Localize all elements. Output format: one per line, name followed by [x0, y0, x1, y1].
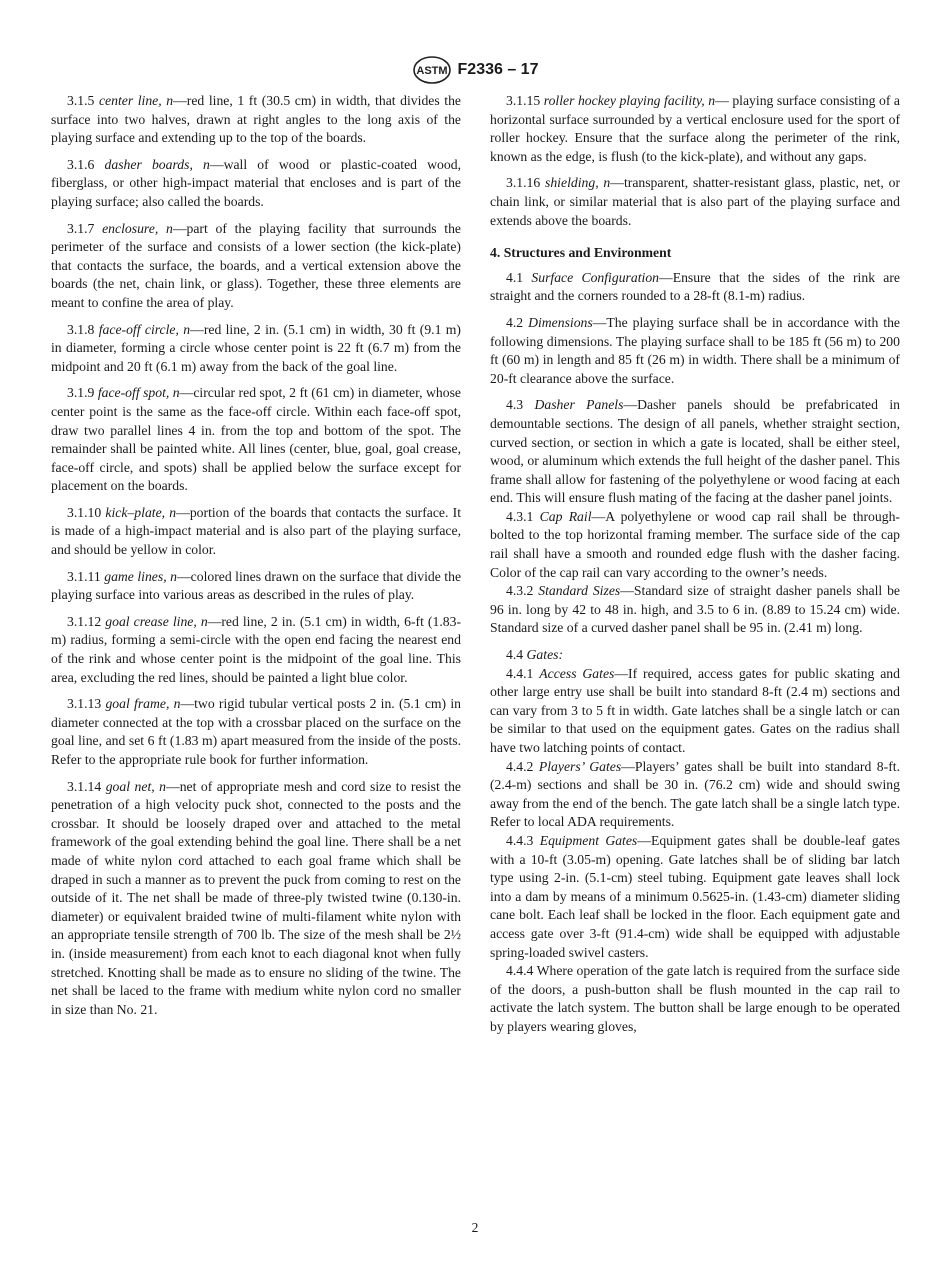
paragraph — [51, 321, 461, 377]
section-number: 4.3 — [506, 397, 524, 413]
paragraph-text: — playing surface consisting of a horizontal surface surrounded by a vertical enclosure used for the sport of roller hockey. Ensure that the surface along the perimeter of the rink, known as the edge, is flush (to the kick-plate), and without any gaps. — [490, 93, 901, 164]
paragraph — [51, 384, 461, 496]
term: Players’ Gates — [538, 758, 622, 774]
term: Equipment Gates — [539, 832, 638, 848]
paragraph — [51, 568, 461, 605]
paragraph — [490, 314, 900, 388]
left-column — [51, 92, 461, 1027]
term: Gates: — [526, 647, 564, 663]
astm-logo-icon — [412, 55, 452, 85]
term: roller hockey playing facility, n — [543, 93, 716, 108]
paragraph-text: —The playing surface shall be in accordance with the following dimensions. The playing surface shall to be 185 ft (56 m) to 200 ft (60 m) in length and 85 ft (26 m) in width. There shall be a minimum of 20-ft clearance above the surface. — [490, 314, 900, 386]
section-number: 4.4.1 — [506, 665, 534, 681]
paragraph-text: Where operation of the gate latch is required from the surface side of the doors, a push-button shall be flush mounted in the cap rail to activate the latch system. The button shall be large enough to be operated by players wearing gloves, — [490, 963, 900, 1034]
paragraph-text: —Ensure that the sides of the rink are straight and the corners rounded to a 28-ft (8.1-m) radius. — [490, 269, 900, 304]
section-number: 4.4 — [506, 647, 524, 663]
paragraph-text: —transparent, shatter-resistant glass, plastic, net, or chain link, or similar material that is also part of the playing surface and extends above the boards. — [490, 175, 901, 228]
term: face-off circle, n — [98, 321, 191, 337]
section-heading: 4. Structures and Environment — [490, 245, 672, 261]
term: enclosure, n — [102, 220, 173, 236]
paragraph-text: —red line, 2 in. (5.1 cm) in width, 6-ft (1.83-m) radius, forming a semi-circle with the open end facing the nearest end of the rink and whose center point is the midpoint of the goal line. This area, excluding the red lines, should be painted a light blue color. — [51, 613, 461, 685]
paragraph — [490, 758, 900, 832]
section-number: 3.1.8 — [67, 321, 95, 337]
paragraph-text: —A polyethylene or wood cap rail shall be through-bolted to the top horizontal framing member. The surface side of the cap rail shall have a smooth and rounded edge flush with the dasher facing. Color of the cap rail can vary according to the owner’s needs. — [490, 508, 900, 580]
term: goal frame, n — [105, 696, 181, 712]
term: game lines, n — [104, 568, 177, 584]
section-number: 4.4.4 — [506, 963, 534, 979]
term: Dimensions — [528, 314, 593, 330]
section-number: 4.4.2 — [506, 758, 534, 774]
paragraph-text: —net of appropriate mesh and cord size to resist the penetration of a high velocity puck shot, connected to the posts and the crossbar. It should be loosely draped over and attached to the metal framework of the goal extending behind the goal line. There shall be a net made of white nylon cord attached to each goal frame which shall be draped in such a manner as to prevent the puck from coming to rest on the outside of it. The net shall be made of three-ply twisted twine (0.130-in. diameter) or equivalent braided twine of multi-filament white nylon with an appropriate tensile strength of 700 lb. The size of the mesh shall be 2½ in. (inside measurement) from each knot to each diagonal knot when fully stretched. Knotting shall be made as to ensure no sliding of the twine. The net shall be laced to the frame with medium white nylon cord no smaller in size than No. 21. — [51, 778, 461, 1017]
paragraph-text: —Standard size of straight dasher panels shall be 96 in. long by 42 to 48 in. high, and 3.5 to 6 in. (8.89 to 15.24 cm) wide. Standard size of a curved dasher panel shall be 95 in. (2.41 m) long. — [490, 583, 900, 636]
section-number: 3.1.10 — [67, 504, 102, 520]
paragraph-text: —red line, 2 in. (5.1 cm) in width, 30 ft (9.1 m) in diameter, forming a circle whose center point is 22 ft (6.7 m) from the midpoint and 20 ft (6.1 m) away from the back of the goal line. — [51, 321, 461, 374]
section-number: 3.1.13 — [67, 696, 102, 712]
term: Cap Rail — [539, 508, 592, 524]
section-number: 4.3.2 — [506, 583, 534, 599]
paragraph — [490, 92, 900, 166]
paragraph-text: —part of the playing facility that surrounds the perimeter of the surface and consists of a lower section (the kick-plate) that contacts the surface, the boards, and a vertical extension above the boards (the net, chain link, or glass). Together, these three elements are meant to confine the area of play. — [51, 220, 462, 310]
section-number: 3.1.16 — [506, 175, 541, 191]
paragraph-text: —circular red spot, 2 ft (61 cm) in diameter, whose center point is the same as the face-off circle. Within each face-off spot, draw two parallel lines 4 in. from the top and bottom of the spot. The remainder shall be painted white. All lines (center, blue, goal, goal crease, face-off circle, and spots) shall be applied below the surface except for placement on the boards. — [51, 385, 461, 494]
section-number: 3.1.6 — [67, 156, 95, 172]
term: center line, n — [98, 93, 174, 108]
paragraph — [51, 613, 461, 687]
term: Access Gates — [539, 665, 615, 681]
term: Dasher Panels — [534, 397, 624, 413]
paragraph — [490, 269, 900, 306]
paragraph-text: —Equipment gates shall be double-leaf gates with a 10-ft (3.05-m) opening. Gate latches shall be of sliding bar latch type using 2-in. (5.1-cm) steel tubing. Equipment gate leaves shall lock into a dam by means of a minimum 0.5625-in. (1.43-cm) diameter sliding cane bolt. Each leaf shall be locked in the floor. Each equipment gate and access gate over 3-ft (91.4-cm) wide shall be equipped with adjustable spring-loaded swivel casters. — [490, 832, 900, 960]
paragraph — [490, 582, 900, 638]
paragraph-text: —portion of the boards that contacts the surface. It is made of a high-impact material and is also part of the playing surface, and should be yellow in color. — [51, 504, 461, 558]
term: shielding, n — [545, 175, 611, 191]
section-number: 3.1.9 — [67, 385, 95, 401]
svg-text:ASTM: ASTM — [415, 65, 448, 77]
page-header — [0, 55, 950, 85]
term: goal net, n — [105, 778, 166, 794]
paragraph-text: —colored lines drawn on the surface that divide the playing surface into various areas as described in the rules of play. — [51, 568, 462, 603]
section-number: 4.3.1 — [506, 508, 534, 524]
paragraph — [490, 508, 900, 582]
section-number: 4.2 — [506, 314, 524, 330]
term: goal crease line, n — [105, 613, 208, 629]
paragraph — [51, 778, 461, 1020]
paragraph-text: —Players’ gates shall be built into standard 8-ft. (2.4-m) sections and shall be 30 in. (76.2 cm) wide and should swing away from the end of the bench. The gate latch shall be a single latch type. Refer to local ADA requirements. — [490, 758, 900, 830]
term: face-off spot, n — [97, 385, 180, 401]
section-number: 3.1.12 — [67, 613, 102, 629]
paragraph — [490, 665, 900, 758]
section-number: 3.1.11 — [67, 568, 101, 584]
section-number: 4.4.3 — [506, 832, 534, 848]
paragraph — [51, 156, 461, 212]
section-number: 3.1.14 — [67, 778, 102, 794]
section-number: 3.1.7 — [67, 220, 95, 236]
paragraph — [490, 962, 900, 1036]
paragraph — [490, 832, 900, 962]
paragraph-text: —two rigid tubular vertical posts 2 in. (5.1 cm) in diameter connected at the top with a crossbar placed on the surface on the goal line, and set 6 ft (1.83 m) apart measured from the inside of the posts. Refer to the appropriate rule book for further information. — [51, 696, 461, 767]
standard-designation: F2336 – 17 — [457, 61, 539, 78]
paragraph — [490, 174, 900, 230]
paragraph — [490, 646, 900, 665]
section-number: 4.1 — [506, 269, 524, 285]
section-number: 3.1.15 — [506, 93, 541, 108]
term: kick–plate, n — [105, 504, 177, 520]
paragraph — [490, 396, 900, 508]
term: Standard Sizes — [538, 583, 621, 599]
paragraph-text: —Dasher panels should be prefabricated in demountable sections. The design of all panels, whether straight section, curved section, or section in which a gate is located, shall be either steel, wood, or aluminum which extends the full height of the dasher panel. This frame shall allow for fastening of the polyethylene or wood facing at each end. This will ensure flush mating of the facing at the dasher panel joints. — [490, 397, 900, 506]
paragraph-text: —wall of wood or plastic-coated wood, fiberglass, or other high-impact material that encloses and is part of the playing surface; also called the boards. — [51, 156, 461, 209]
paragraph-text: —red line, 1 ft (30.5 cm) in width, that divides the surface into two halves, drawn at right angles to the long axis of the playing surface and extending up to the top of the boards. — [51, 93, 461, 146]
paragraph — [51, 504, 461, 560]
right-column — [490, 92, 900, 1037]
page-number: 2 — [471, 1220, 479, 1235]
paragraph — [51, 695, 461, 769]
term: dasher boards, n — [104, 156, 210, 172]
term: Surface Configuration — [531, 269, 660, 285]
paragraph — [51, 92, 461, 148]
section-number: 3.1.5 — [67, 93, 95, 108]
paragraph — [51, 220, 461, 313]
paragraph-text: —If required, access gates for public skating and other large entry use shall be built into standard 8-ft (2.4 m) sections and can vary from 3 to 5 ft in width. Gate latches shall be a single latch or can be similar to that used on the equipment gates. Gates on the radius shall have two latching points of contact. — [490, 665, 900, 755]
